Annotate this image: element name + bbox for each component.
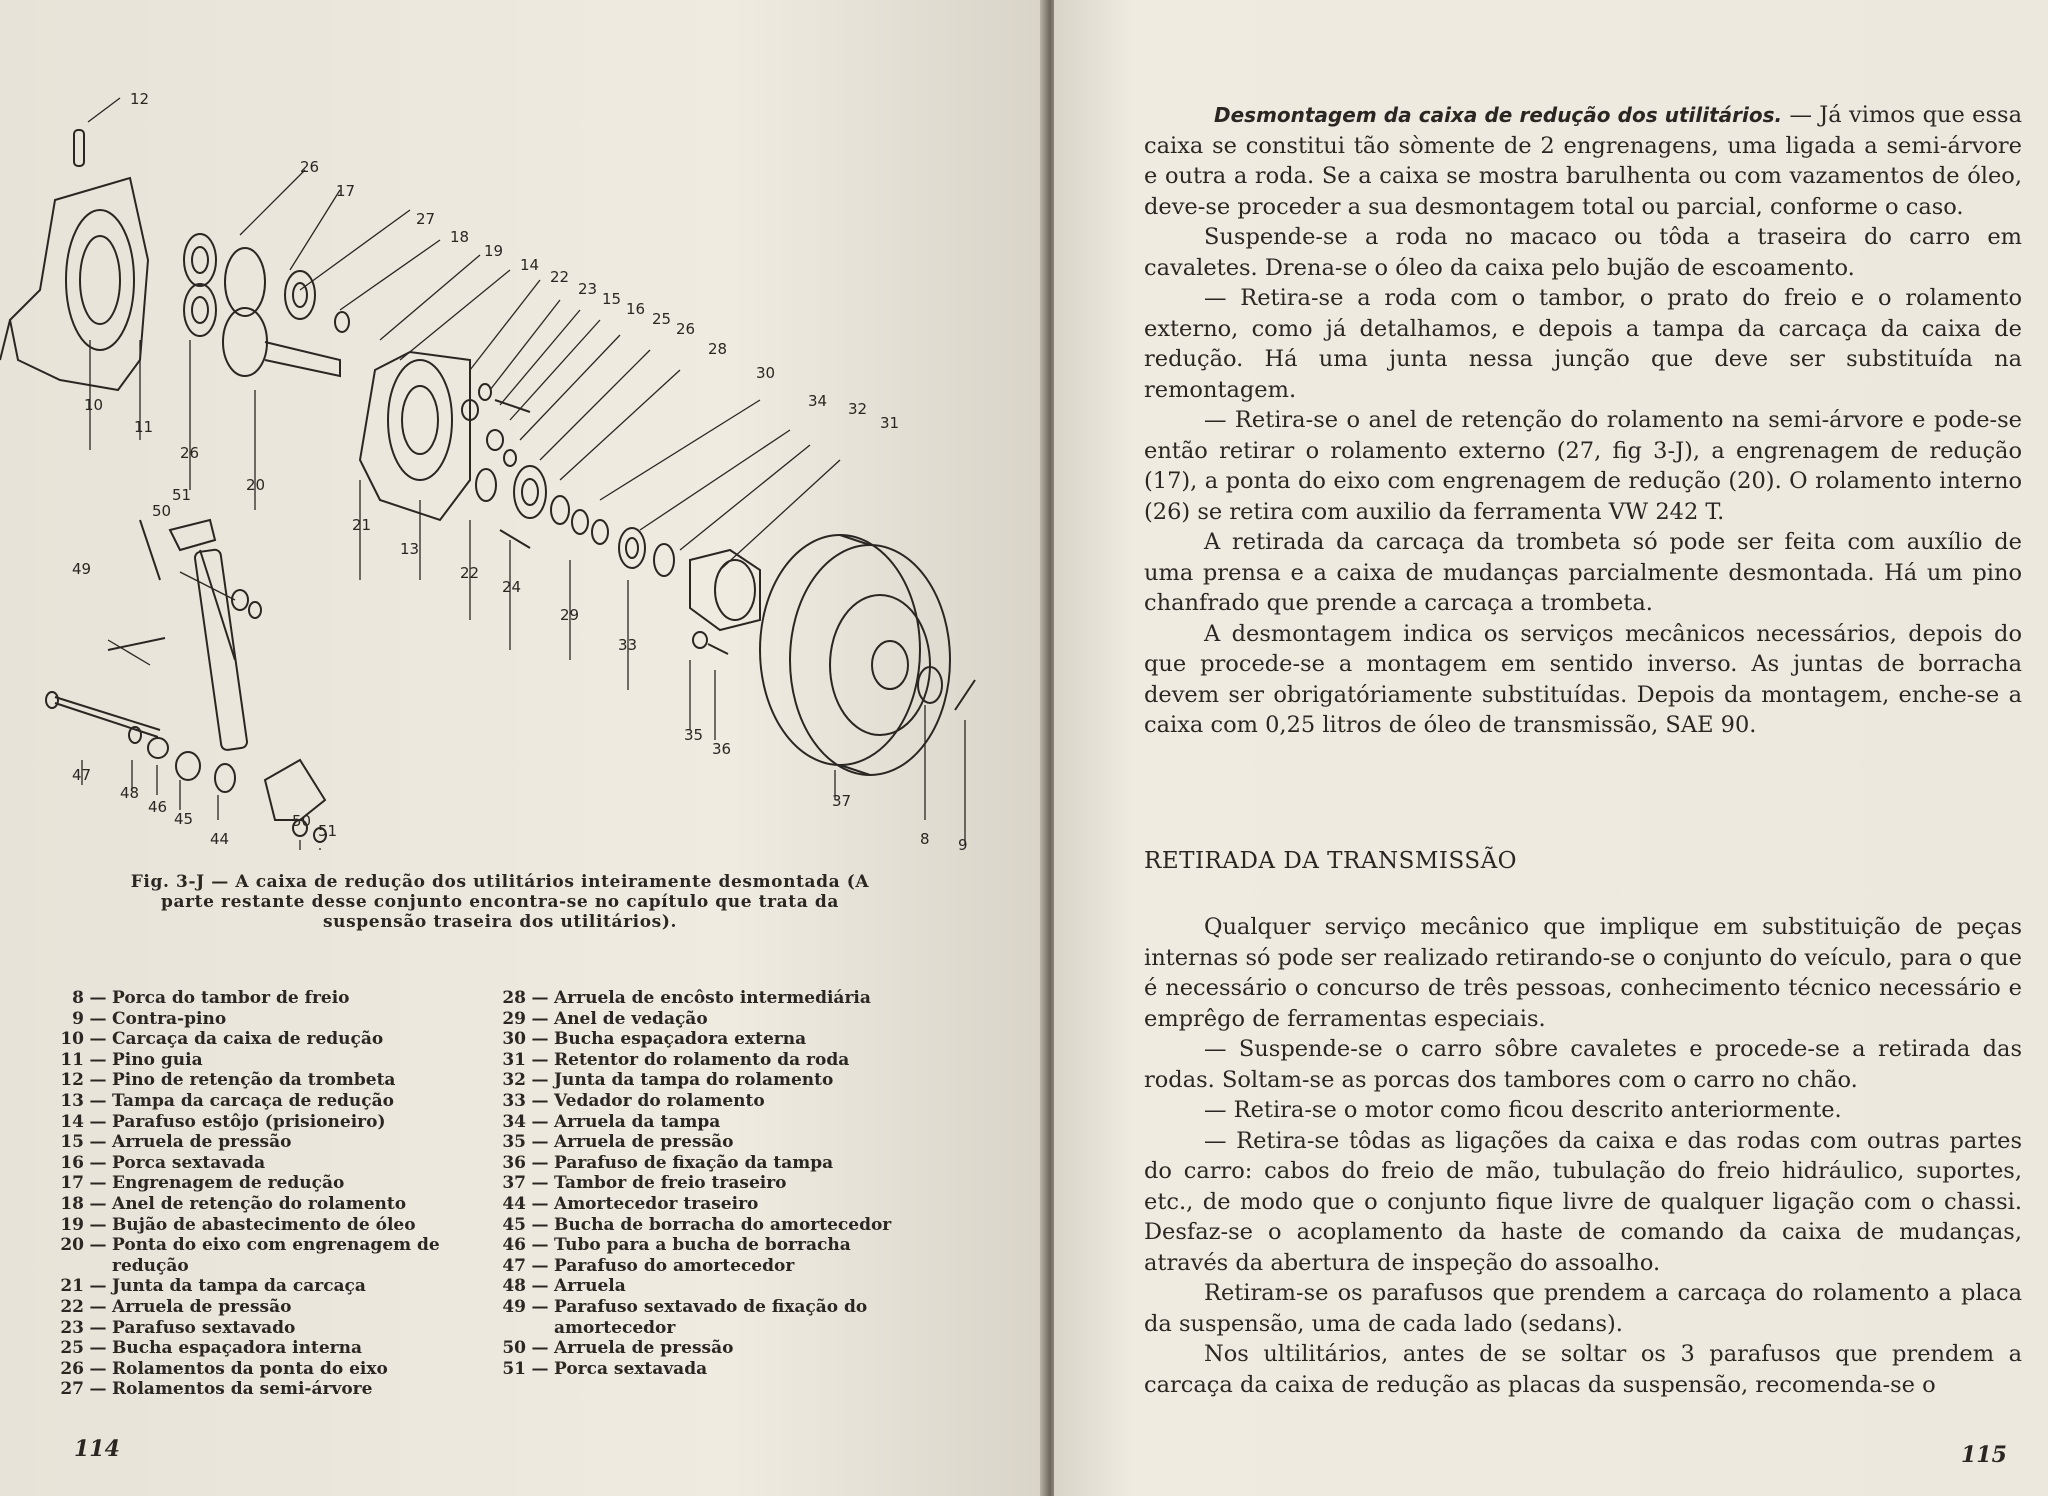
legend-dash: — [89, 1296, 107, 1317]
legend-number: 12 [60, 1070, 84, 1091]
legend-text: Junta da tampa do rolamento [554, 1070, 834, 1091]
svg-text:34: 34 [808, 392, 828, 410]
legend-dash: — [531, 988, 549, 1008]
legend-dash: — [531, 1132, 549, 1153]
legend-number: 9 [72, 1008, 84, 1029]
legend-row [58, 1379, 498, 1400]
legend-dash: — [531, 1049, 549, 1070]
legend-text: Anel de vedação [554, 1008, 708, 1029]
legend-dash: — [89, 1235, 107, 1256]
svg-text:23: 23 [578, 280, 598, 298]
right-page [1054, 0, 2048, 1496]
legend-text: Junta da tampa da carcaça [112, 1276, 366, 1297]
legend-number: 26 [60, 1358, 84, 1379]
svg-text:49: 49 [72, 560, 92, 578]
legend-dash: — [531, 1070, 549, 1091]
svg-text:14: 14 [520, 256, 540, 274]
legend-dash: — [89, 1317, 107, 1338]
svg-text:37: 37 [832, 792, 852, 810]
legend-text: Ponta do eixo com engrenagem de redução [112, 1235, 440, 1276]
legend-number: 20 [60, 1235, 84, 1256]
svg-text:27: 27 [416, 210, 436, 228]
svg-text:24: 24 [502, 578, 522, 596]
legend-row [58, 1091, 498, 1112]
svg-text:50: 50 [152, 502, 172, 520]
legend-row [500, 1235, 940, 1256]
legend-text: Arruela de pressão [112, 1132, 292, 1153]
legend-row [500, 1173, 940, 1194]
legend-dash: — [531, 1029, 549, 1050]
legend-row [58, 1112, 498, 1133]
legend-row [58, 1050, 498, 1071]
paragraph: — Retira-se tôdas as ligações da caixa e das rodas com outras partes do carro: cabos do freio de mão, tubulação do freio hidráulico, suportes, etc., de modo que o conjunto fique livre de qualquer ligação com o chassi. Desfaz-se o acoplamento da haste de comando da caixa de mudanças, através da abertura de inspeção do assoalho. [1144, 1127, 2022, 1276]
parts-legend-right [500, 988, 940, 1379]
legend-text: Porca sextavada [554, 1358, 708, 1379]
legend-dash: — [531, 1008, 549, 1029]
svg-text:15: 15 [602, 290, 622, 308]
legend-row [500, 1194, 940, 1215]
svg-text:17: 17 [336, 182, 356, 200]
legend-number: 35 [502, 1132, 526, 1153]
legend-dash: — [531, 1111, 549, 1132]
legend-dash: — [531, 1276, 549, 1297]
legend-dash: — [531, 1358, 549, 1379]
legend-row [58, 1153, 498, 1174]
legend-dash: — [89, 1090, 107, 1111]
legend-number: 45 [502, 1214, 526, 1235]
paragraph: Retiram-se os parafusos que prendem a carcaça do rolamento a placa da suspensão, uma de cada lado (sedans). [1144, 1280, 2022, 1337]
legend-dash: — [89, 1008, 107, 1029]
svg-text:32: 32 [848, 400, 868, 418]
legend-text: Anel de retenção do rolamento [112, 1193, 407, 1214]
legend-row [500, 1338, 940, 1359]
legend-row [58, 988, 498, 1009]
legend-text: Arruela de pressão [554, 1132, 734, 1153]
legend-row [500, 1070, 940, 1091]
legend-text: Parafuso de fixação da tampa [554, 1152, 834, 1173]
svg-text:11: 11 [134, 418, 154, 436]
paragraph: — Retira-se o motor como ficou descrito anteriormente. [1204, 1097, 1842, 1123]
section-heading: RETIRADA DA TRANSMISSÃO [1144, 848, 1518, 874]
legend-row [58, 1338, 498, 1359]
legend-number: 28 [502, 988, 526, 1008]
legend-row [58, 1009, 498, 1030]
paragraph: A desmontagem indica os serviços mecânicos necessários, depois do que procede-se a montagem em sentido inverso. As juntas de borracha devem ser obrigatóriamente substituídas. Depois da montagem, enche-se a caixa com 0,25 litros de óleo de transmissão, SAE 90. [1144, 620, 2022, 738]
legend-row [58, 1029, 498, 1050]
legend-row [500, 1215, 940, 1236]
legend-number: 27 [60, 1379, 84, 1400]
paragraph [1144, 100, 2022, 222]
legend-dash: — [531, 1235, 549, 1256]
legend-number: 30 [502, 1029, 526, 1050]
svg-text:51: 51 [318, 822, 338, 840]
legend-text: Rolamentos da semi-árvore [112, 1379, 373, 1400]
legend-text: Arruela de encôsto intermediária [554, 988, 871, 1008]
legend-number: 19 [60, 1214, 84, 1235]
legend-dash: — [89, 1193, 107, 1214]
legend-row [500, 1153, 940, 1174]
legend-number: 17 [60, 1173, 84, 1194]
legend-text: Parafuso do amortecedor [554, 1255, 795, 1276]
legend-number: 37 [502, 1173, 526, 1194]
legend-dash: — [89, 1379, 107, 1400]
legend-number: 16 [60, 1152, 84, 1173]
svg-text:25: 25 [652, 310, 672, 328]
legend-dash: — [89, 1276, 107, 1297]
legend-number: 50 [502, 1338, 526, 1359]
legend-row [500, 1009, 940, 1030]
paragraph: A retirada da carcaça da trombeta só pode ser feita com auxílio de uma prensa e a caixa de mudanças parcialmente desmontada. Há um pino chanfrado que prende a carcaça a trombeta. [1144, 529, 2022, 616]
svg-text:21: 21 [352, 516, 372, 534]
legend-number: 14 [60, 1111, 84, 1132]
legend-number: 48 [502, 1276, 526, 1297]
legend-text: Parafuso sextavado [112, 1317, 296, 1338]
legend-number: 46 [502, 1235, 526, 1256]
legend-number: 15 [60, 1132, 84, 1153]
svg-text:20: 20 [246, 476, 266, 494]
legend-row [500, 988, 940, 1009]
legend-row [58, 1276, 498, 1297]
svg-text:44: 44 [210, 830, 230, 848]
legend-row [500, 1029, 940, 1050]
legend-number: 31 [502, 1049, 526, 1070]
legend-text: Retentor do rolamento da roda [554, 1049, 850, 1070]
legend-number: 32 [502, 1070, 526, 1091]
legend-number: 10 [60, 1029, 84, 1050]
legend-text: Tambor de freio traseiro [554, 1173, 787, 1194]
legend-text: Parafuso sextavado de fixação do amortecedor [554, 1296, 868, 1338]
legend-row [500, 1112, 940, 1133]
exploded-parts-diagram [0, 60, 1000, 850]
legend-row [58, 1318, 498, 1339]
paragraph-text: — Já vimos que essa caixa se constitui tão sòmente de 2 engrenagens, uma ligada a semi-árvore e outra a roda. Se a caixa se mostra barulhenta ou com vazamentos de óleo, deve-se proceder a sua desmontagem total ou parcial, conforme o caso. [1144, 102, 2022, 220]
legend-text: Arruela de pressão [112, 1296, 292, 1317]
svg-text:30: 30 [756, 364, 776, 382]
svg-text:9: 9 [958, 836, 968, 850]
legend-number: 34 [502, 1111, 526, 1132]
legend-number: 23 [60, 1317, 84, 1338]
svg-text:36: 36 [712, 740, 732, 758]
legend-number: 8 [72, 988, 84, 1008]
legend-dash: — [89, 1029, 107, 1050]
legend-number: 22 [60, 1296, 84, 1317]
legend-text: Carcaça da caixa de redução [112, 1029, 384, 1050]
legend-dash: — [89, 1111, 107, 1132]
legend-row [58, 1173, 498, 1194]
legend-text: Arruela da tampa [554, 1111, 721, 1132]
legend-dash: — [531, 1193, 549, 1214]
legend-text: Pino de retenção da trombeta [112, 1070, 396, 1091]
legend-dash: — [531, 1152, 549, 1173]
paragraph: Qualquer serviço mecânico que implique em substituição de peças internas só pode ser realizado retirando-se o conjunto do veículo, para o que é necessário o concurso de três pessoas, conhecimento técnico necessário e emprêgo de ferramentas especiais. [1144, 914, 2022, 1032]
legend-number: 49 [502, 1296, 526, 1317]
legend-dash: — [531, 1173, 549, 1194]
legend-text: Arruela de pressão [554, 1338, 734, 1359]
legend-dash: — [89, 1049, 107, 1070]
legend-dash: — [531, 1090, 549, 1111]
svg-text:48: 48 [120, 784, 140, 802]
right-page-body-bottom [1144, 912, 2022, 1400]
legend-dash: — [89, 1173, 107, 1194]
parts-legend-left [58, 988, 498, 1400]
legend-dash: — [89, 1152, 107, 1173]
legend-text: Tubo para a bucha de borracha [554, 1235, 851, 1256]
legend-text: Porca sextavada [112, 1152, 266, 1173]
legend-dash: — [531, 1338, 549, 1359]
legend-row [500, 1276, 940, 1297]
legend-dash: — [531, 1296, 549, 1317]
legend-text: Arruela [554, 1276, 626, 1297]
legend-row [58, 1194, 498, 1215]
svg-text:28: 28 [708, 340, 728, 358]
svg-text:16: 16 [626, 300, 646, 318]
legend-dash: — [89, 1338, 107, 1359]
legend-text: Parafuso estôjo (prisioneiro) [112, 1111, 386, 1132]
svg-text:33: 33 [618, 636, 638, 654]
legend-number: 29 [502, 1008, 526, 1029]
page-number-left: 114 [74, 1436, 120, 1462]
legend-row [58, 1235, 498, 1276]
legend-row [58, 1297, 498, 1318]
legend-row [58, 1359, 498, 1380]
legend-number: 47 [502, 1255, 526, 1276]
paragraph: Suspende-se a roda no macaco ou tôda a traseira do carro em cavaletes. Drena-se o óleo da caixa pelo bujão de escoamento. [1144, 224, 2022, 281]
legend-number: 18 [60, 1193, 84, 1214]
legend-text: Tampa da carcaça de redução [112, 1090, 394, 1111]
svg-text:31: 31 [880, 414, 900, 432]
legend-text: Porca do tambor de freio [112, 988, 350, 1008]
legend-text: Contra-pino [112, 1008, 227, 1029]
svg-text:45: 45 [174, 810, 194, 828]
svg-text:8: 8 [920, 830, 930, 848]
legend-row [500, 1256, 940, 1277]
legend-dash: — [89, 1358, 107, 1379]
legend-number: 21 [60, 1276, 84, 1297]
svg-text:26: 26 [676, 320, 696, 338]
svg-text:18: 18 [450, 228, 470, 246]
legend-dash: — [531, 1214, 549, 1235]
legend-dash: — [89, 1132, 107, 1153]
legend-dash: — [89, 1070, 107, 1091]
legend-row [58, 1215, 498, 1236]
legend-number: 36 [502, 1152, 526, 1173]
legend-number: 25 [60, 1338, 84, 1359]
legend-number: 51 [502, 1358, 526, 1379]
legend-dash: — [89, 988, 107, 1008]
figure-caption: Fig. 3-J — A caixa de redução dos utilitários inteiramente desmontada (A parte restante desse conjunto encontra-se no capítulo que trata da suspensão traseira dos utilitários). [130, 872, 870, 932]
paragraph: Nos ultilitários, antes de se soltar os 3 parafusos que prendem a carcaça da caixa de redução as placas da suspensão, recomenda-se o [1144, 1341, 2022, 1398]
svg-text:29: 29 [560, 606, 580, 624]
run-in-heading: Desmontagem da caixa de redução dos utilitários. [1214, 103, 1783, 127]
legend-text: Bucha espaçadora externa [554, 1029, 807, 1050]
right-page-body-top [1144, 100, 2022, 741]
page-number-right: 115 [1961, 1442, 2007, 1468]
legend-dash: — [89, 1214, 107, 1235]
paragraph: — Retira-se o anel de retenção do rolamento na semi-árvore e pode-se então retirar o rolamento externo (27, fig 3-J), a engrenagem de redução (17), a ponta do eixo com engrenagem de redução (20). O rolamento interno (26) se retira com auxilio da ferramenta VW 242 T. [1144, 407, 2022, 525]
legend-text: Vedador do rolamento [554, 1090, 765, 1111]
legend-number: 33 [502, 1090, 526, 1111]
legend-row [58, 1070, 498, 1091]
legend-text: Bujão de abastecimento de óleo [112, 1214, 416, 1235]
svg-text:50: 50 [292, 812, 312, 830]
legend-dash: — [531, 1255, 549, 1276]
svg-text:26: 26 [300, 158, 320, 176]
legend-text: Bucha de borracha do amortecedor [554, 1214, 892, 1235]
legend-number: 44 [502, 1193, 526, 1214]
legend-row [500, 1359, 940, 1380]
svg-text:22: 22 [460, 564, 480, 582]
legend-row [500, 1132, 940, 1153]
svg-text:47: 47 [72, 766, 92, 784]
legend-text: Rolamentos da ponta do eixo [112, 1358, 388, 1379]
svg-text:22: 22 [550, 268, 570, 286]
svg-text:10: 10 [84, 396, 104, 414]
legend-row [500, 1297, 940, 1338]
legend-number: 11 [60, 1049, 84, 1070]
svg-text:35: 35 [684, 726, 704, 744]
svg-text:19: 19 [484, 242, 504, 260]
legend-text: Amortecedor traseiro [554, 1193, 759, 1214]
legend-row [500, 1050, 940, 1071]
legend-row [58, 1132, 498, 1153]
svg-text:12: 12 [130, 90, 150, 108]
legend-row [500, 1091, 940, 1112]
svg-text:46: 46 [148, 798, 168, 816]
legend-number: 13 [60, 1090, 84, 1111]
svg-text:26: 26 [180, 444, 200, 462]
svg-text:51: 51 [172, 486, 192, 504]
legend-text: Engrenagem de redução [112, 1173, 345, 1194]
paragraph: — Retira-se a roda com o tambor, o prato do freio e o rolamento externo, como já detalhamos, e depois a tampa da carcaça da caixa de redução. Há uma junta nessa junção que deve ser substituída na remontagem. [1144, 285, 2022, 403]
paragraph: — Suspende-se o carro sôbre cavaletes e procede-se a retirada das rodas. Soltam-se as porcas dos tambores com o carro no chão. [1144, 1036, 2022, 1093]
legend-text: Bucha espaçadora interna [112, 1338, 362, 1359]
legend-text: Pino guia [112, 1049, 203, 1070]
svg-text:13: 13 [400, 540, 420, 558]
